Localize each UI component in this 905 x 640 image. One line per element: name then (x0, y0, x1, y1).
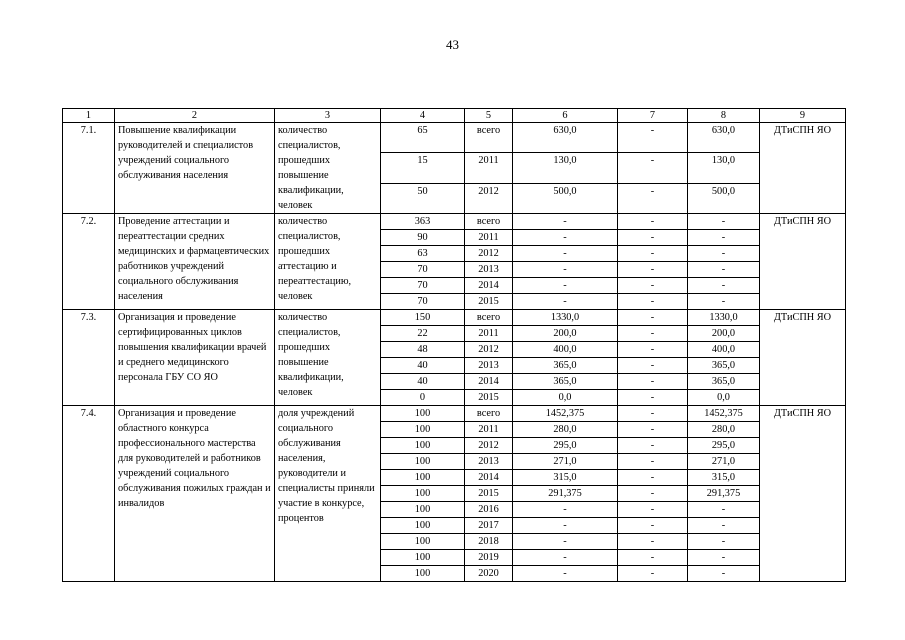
indicator-value: 100 (381, 406, 465, 422)
indicator-value: 40 (381, 358, 465, 374)
regional-funding: - (688, 566, 760, 582)
period-cell: всего (465, 310, 513, 326)
total-funding: - (513, 566, 618, 582)
total-funding: 200,0 (513, 326, 618, 342)
section-indicator: количество специалистов, прошедших повышение квалификации, человек (275, 310, 381, 406)
federal-funding: - (618, 278, 688, 294)
executor-cell: ДТиСПН ЯО (760, 406, 846, 582)
indicator-value: 100 (381, 566, 465, 582)
indicator-value: 100 (381, 486, 465, 502)
section-number: 7.2. (63, 214, 115, 310)
total-funding: 500,0 (513, 183, 618, 213)
indicator-value: 363 (381, 214, 465, 230)
indicator-value: 65 (381, 123, 465, 153)
indicator-value: 22 (381, 326, 465, 342)
total-funding: 280,0 (513, 422, 618, 438)
regional-funding: - (688, 262, 760, 278)
regional-funding: - (688, 278, 760, 294)
column-header: 3 (275, 109, 381, 123)
regional-funding: - (688, 502, 760, 518)
indicator-value: 70 (381, 262, 465, 278)
period-cell: 2013 (465, 358, 513, 374)
regional-funding: 365,0 (688, 358, 760, 374)
total-funding: 1330,0 (513, 310, 618, 326)
indicator-value: 90 (381, 230, 465, 246)
federal-funding: - (618, 470, 688, 486)
period-cell: 2020 (465, 566, 513, 582)
executor-cell: ДТиСПН ЯО (760, 214, 846, 310)
indicator-value: 100 (381, 518, 465, 534)
section-number: 7.1. (63, 123, 115, 214)
total-funding: - (513, 534, 618, 550)
total-funding: 271,0 (513, 454, 618, 470)
table-row (63, 406, 846, 422)
regional-funding: - (688, 294, 760, 310)
period-cell: 2018 (465, 534, 513, 550)
total-funding: 315,0 (513, 470, 618, 486)
indicator-value: 50 (381, 183, 465, 213)
section-indicator: количество специалистов, прошедших аттестацию и переаттестацию, человек (275, 214, 381, 310)
total-funding: - (513, 278, 618, 294)
section-indicator: доля учреждений социального обслуживания населения, руководители и специалисты приняли участие в конкурсе, процентов (275, 406, 381, 582)
regional-funding: 200,0 (688, 326, 760, 342)
period-cell: 2012 (465, 342, 513, 358)
table-row (63, 214, 846, 230)
total-funding: 630,0 (513, 123, 618, 153)
regional-funding: 130,0 (688, 153, 760, 183)
regional-funding: - (688, 246, 760, 262)
section-title: Повышение квалификации руководителей и специалистов учреждений социального обслуживания населения (115, 123, 275, 214)
federal-funding: - (618, 534, 688, 550)
indicator-value: 100 (381, 534, 465, 550)
federal-funding: - (618, 262, 688, 278)
indicator-value: 100 (381, 438, 465, 454)
indicator-value: 70 (381, 278, 465, 294)
column-header: 6 (513, 109, 618, 123)
page-number: 43 (446, 37, 459, 52)
period-cell: 2016 (465, 502, 513, 518)
total-funding: - (513, 230, 618, 246)
federal-funding: - (618, 374, 688, 390)
federal-funding: - (618, 390, 688, 406)
regional-funding: 365,0 (688, 374, 760, 390)
indicator-value: 15 (381, 153, 465, 183)
federal-funding: - (618, 342, 688, 358)
regional-funding: - (688, 214, 760, 230)
section-number: 7.4. (63, 406, 115, 582)
indicator-value: 100 (381, 502, 465, 518)
total-funding: - (513, 262, 618, 278)
column-header: 7 (618, 109, 688, 123)
indicator-value: 100 (381, 422, 465, 438)
regional-funding: 500,0 (688, 183, 760, 213)
period-cell: 2013 (465, 454, 513, 470)
indicator-value: 48 (381, 342, 465, 358)
total-funding: 400,0 (513, 342, 618, 358)
period-cell: 2012 (465, 183, 513, 213)
federal-funding: - (618, 422, 688, 438)
federal-funding: - (618, 310, 688, 326)
executor-cell: ДТиСПН ЯО (760, 310, 846, 406)
regional-funding: 315,0 (688, 470, 760, 486)
period-cell: 2011 (465, 230, 513, 246)
indicator-value: 100 (381, 470, 465, 486)
period-cell: всего (465, 214, 513, 230)
federal-funding: - (618, 566, 688, 582)
regional-funding: 271,0 (688, 454, 760, 470)
period-cell: 2013 (465, 262, 513, 278)
period-cell: 2017 (465, 518, 513, 534)
total-funding: - (513, 518, 618, 534)
total-funding: 130,0 (513, 153, 618, 183)
indicator-value: 100 (381, 454, 465, 470)
federal-funding: - (618, 406, 688, 422)
regional-funding: 1452,375 (688, 406, 760, 422)
executor-cell: ДТиСПН ЯО (760, 123, 846, 214)
regional-funding: 1330,0 (688, 310, 760, 326)
column-header: 1 (63, 109, 115, 123)
indicator-value: 150 (381, 310, 465, 326)
total-funding: - (513, 502, 618, 518)
regional-funding: 630,0 (688, 123, 760, 153)
federal-funding: - (618, 502, 688, 518)
period-cell: 2011 (465, 326, 513, 342)
federal-funding: - (618, 454, 688, 470)
federal-funding: - (618, 486, 688, 502)
period-cell: 2011 (465, 153, 513, 183)
total-funding: - (513, 246, 618, 262)
section-title: Организация и проведение сертифицированных циклов повышения квалификации врачей и среднего медицинского персонала ГБУ СО ЯО (115, 310, 275, 406)
federal-funding: - (618, 518, 688, 534)
column-header: 2 (115, 109, 275, 123)
total-funding: 365,0 (513, 358, 618, 374)
federal-funding: - (618, 214, 688, 230)
period-cell: 2014 (465, 470, 513, 486)
table-row (63, 310, 846, 326)
regional-funding: - (688, 550, 760, 566)
total-funding: 365,0 (513, 374, 618, 390)
indicator-value: 70 (381, 294, 465, 310)
section-number: 7.3. (63, 310, 115, 406)
indicator-value: 100 (381, 550, 465, 566)
period-cell: 2015 (465, 486, 513, 502)
period-cell: всего (465, 406, 513, 422)
total-funding: 295,0 (513, 438, 618, 454)
total-funding: 0,0 (513, 390, 618, 406)
regional-funding: 400,0 (688, 342, 760, 358)
period-cell: всего (465, 123, 513, 153)
total-funding: - (513, 214, 618, 230)
federal-funding: - (618, 230, 688, 246)
period-cell: 2014 (465, 374, 513, 390)
section-title: Организация и проведение областного конкурса профессионального мастерства для руководителей и работников учреждений социального обслуживания пожилых граждан и инвалидов (115, 406, 275, 582)
federal-funding: - (618, 246, 688, 262)
federal-funding: - (618, 550, 688, 566)
federal-funding: - (618, 438, 688, 454)
regional-funding: - (688, 518, 760, 534)
period-cell: 2011 (465, 422, 513, 438)
federal-funding: - (618, 183, 688, 213)
period-cell: 2012 (465, 438, 513, 454)
federal-funding: - (618, 294, 688, 310)
indicator-value: 40 (381, 374, 465, 390)
indicator-value: 63 (381, 246, 465, 262)
regional-funding: - (688, 534, 760, 550)
total-funding: - (513, 294, 618, 310)
total-funding: 1452,375 (513, 406, 618, 422)
federal-funding: - (618, 153, 688, 183)
program-table (62, 108, 846, 582)
column-header: 5 (465, 109, 513, 123)
regional-funding: - (688, 230, 760, 246)
column-header: 4 (381, 109, 465, 123)
column-header: 8 (688, 109, 760, 123)
period-cell: 2012 (465, 246, 513, 262)
federal-funding: - (618, 123, 688, 153)
column-header: 9 (760, 109, 846, 123)
header-row (63, 109, 846, 123)
period-cell: 2015 (465, 390, 513, 406)
period-cell: 2015 (465, 294, 513, 310)
regional-funding: 295,0 (688, 438, 760, 454)
table-row (63, 123, 846, 153)
period-cell: 2019 (465, 550, 513, 566)
total-funding: - (513, 550, 618, 566)
regional-funding: 0,0 (688, 390, 760, 406)
regional-funding: 291,375 (688, 486, 760, 502)
total-funding: 291,375 (513, 486, 618, 502)
federal-funding: - (618, 358, 688, 374)
section-indicator: количество специалистов, прошедших повышение квалификации, человек (275, 123, 381, 214)
period-cell: 2014 (465, 278, 513, 294)
section-title: Проведение аттестации и переаттестации средних медицинских и фармацевтических работников учреждений социального обслуживания населения (115, 214, 275, 310)
indicator-value: 0 (381, 390, 465, 406)
regional-funding: 280,0 (688, 422, 760, 438)
federal-funding: - (618, 326, 688, 342)
